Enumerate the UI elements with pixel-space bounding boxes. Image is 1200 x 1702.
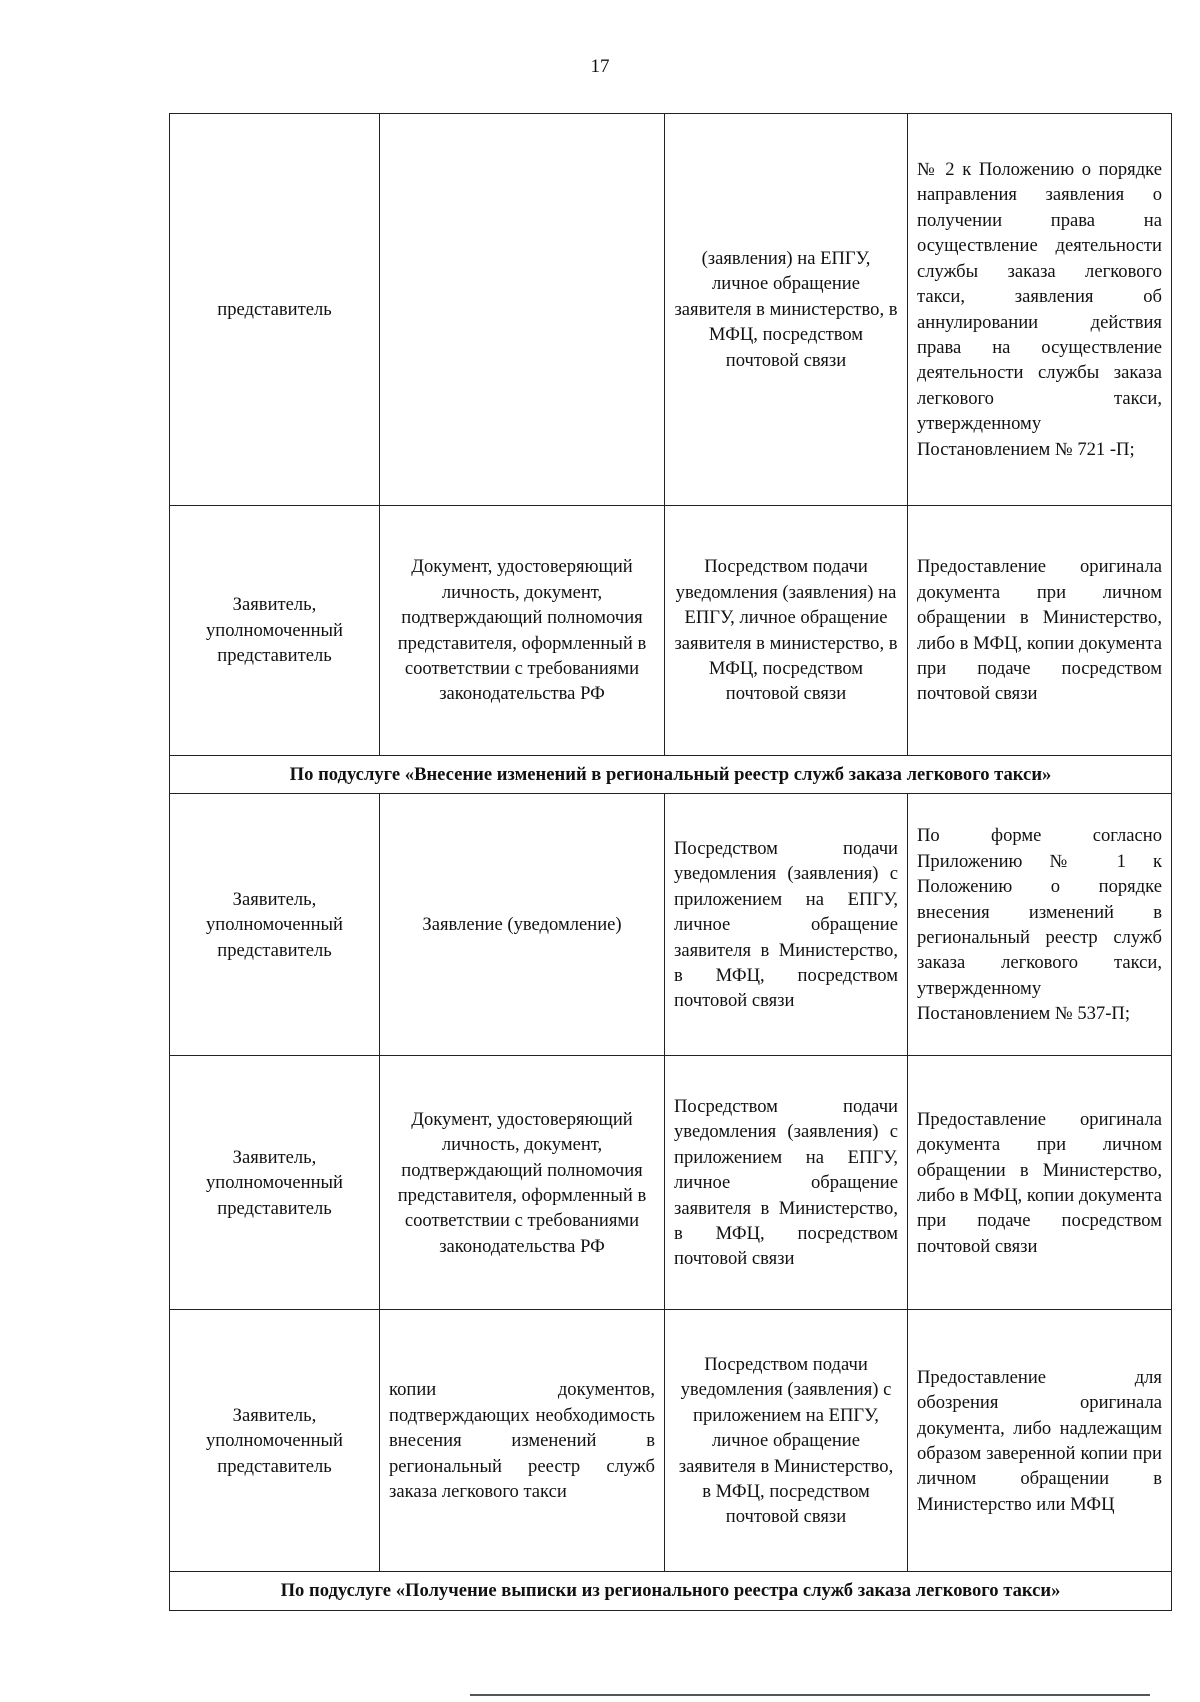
document-cell: Заявление (уведомление) bbox=[380, 794, 665, 1056]
method-cell: Посредством подачи уведомления (заявления) с приложением на ЕПГУ, личное обращение заявителя в Министерство, в МФЦ, посредством почтовой связи bbox=[665, 1310, 908, 1572]
requirement-cell: Предоставление оригинала документа при личном обращении в Министерство, либо в МФЦ, копии документа при подаче посредством почтовой связи bbox=[908, 1056, 1172, 1310]
section-title: По подуслуге «Получение выписки из регионального реестра служб заказа легкового такси» bbox=[170, 1572, 1172, 1610]
table-row bbox=[170, 794, 1172, 1056]
applicant-cell: Заявитель, уполномоченный представитель bbox=[170, 794, 380, 1056]
requirement-cell: По форме согласно Приложению № 1 к Положению о порядке внесения изменений в региональный реестр служб заказа легкового такси, утвержденному Постановлением № 537-П; bbox=[908, 794, 1172, 1056]
page-number: 17 bbox=[590, 56, 610, 77]
table-row bbox=[170, 1310, 1172, 1572]
section-header-row bbox=[170, 1572, 1172, 1610]
table-row bbox=[170, 114, 1172, 506]
document-cell: копии документов, подтверждающих необходимость внесения изменений в региональный реестр служб заказа легкового такси bbox=[380, 1310, 665, 1572]
section-title: По подуслуге «Внесение изменений в региональный реестр служб заказа легкового такси» bbox=[170, 756, 1172, 794]
applicant-cell: Заявитель, уполномоченный представитель bbox=[170, 506, 380, 756]
requirement-cell: Предоставление оригинала документа при личном обращении в Министерство, либо в МФЦ, копии документа при подаче посредством почтовой связи bbox=[908, 506, 1172, 756]
section-header-row bbox=[170, 756, 1172, 794]
method-cell: (заявления) на ЕПГУ, личное обращение заявителя в министерство, в МФЦ, посредством почтовой связи bbox=[665, 114, 908, 506]
applicant-cell: Заявитель, уполномоченный представитель bbox=[170, 1056, 380, 1310]
table-row bbox=[170, 506, 1172, 756]
services-table bbox=[169, 113, 1172, 1611]
document-cell bbox=[380, 114, 665, 506]
method-cell: Посредством подачи уведомления (заявления) с приложением на ЕПГУ, личное обращение заявителя в Министерство, в МФЦ, посредством почтовой связи bbox=[665, 1056, 908, 1310]
document-cell: Документ, удостоверяющий личность, документ, подтверждающий полномочия представителя, оформленный в соответствии с требованиями законодательства РФ bbox=[380, 506, 665, 756]
table-row bbox=[170, 1056, 1172, 1310]
requirement-cell: Предоставление для обозрения оригинала документа, либо надлежащим образом заверенной копии при личном обращении в Министерство или МФЦ bbox=[908, 1310, 1172, 1572]
scan-edge-line bbox=[470, 1694, 1150, 1696]
document-cell: Документ, удостоверяющий личность, документ, подтверждающий полномочия представителя, оформленный в соответствии с требованиями законодательства РФ bbox=[380, 1056, 665, 1310]
requirement-cell: № 2 к Положению о порядке направления заявления о получении права на осуществление деятельности службы заказа легкового такси, заявления об аннулировании действия права на осуществление деятельности службы заказа легкового такси, утвержденному Постановлением № 721 -П; bbox=[908, 114, 1172, 506]
applicant-cell: Заявитель, уполномоченный представитель bbox=[170, 1310, 380, 1572]
applicant-cell: представитель bbox=[170, 114, 380, 506]
method-cell: Посредством подачи уведомления (заявления) на ЕПГУ, личное обращение заявителя в министерство, в МФЦ, посредством почтовой связи bbox=[665, 506, 908, 756]
method-cell: Посредством подачи уведомления (заявления) с приложением на ЕПГУ, личное обращение заявителя в Министерство, в МФЦ, посредством почтовой связи bbox=[665, 794, 908, 1056]
